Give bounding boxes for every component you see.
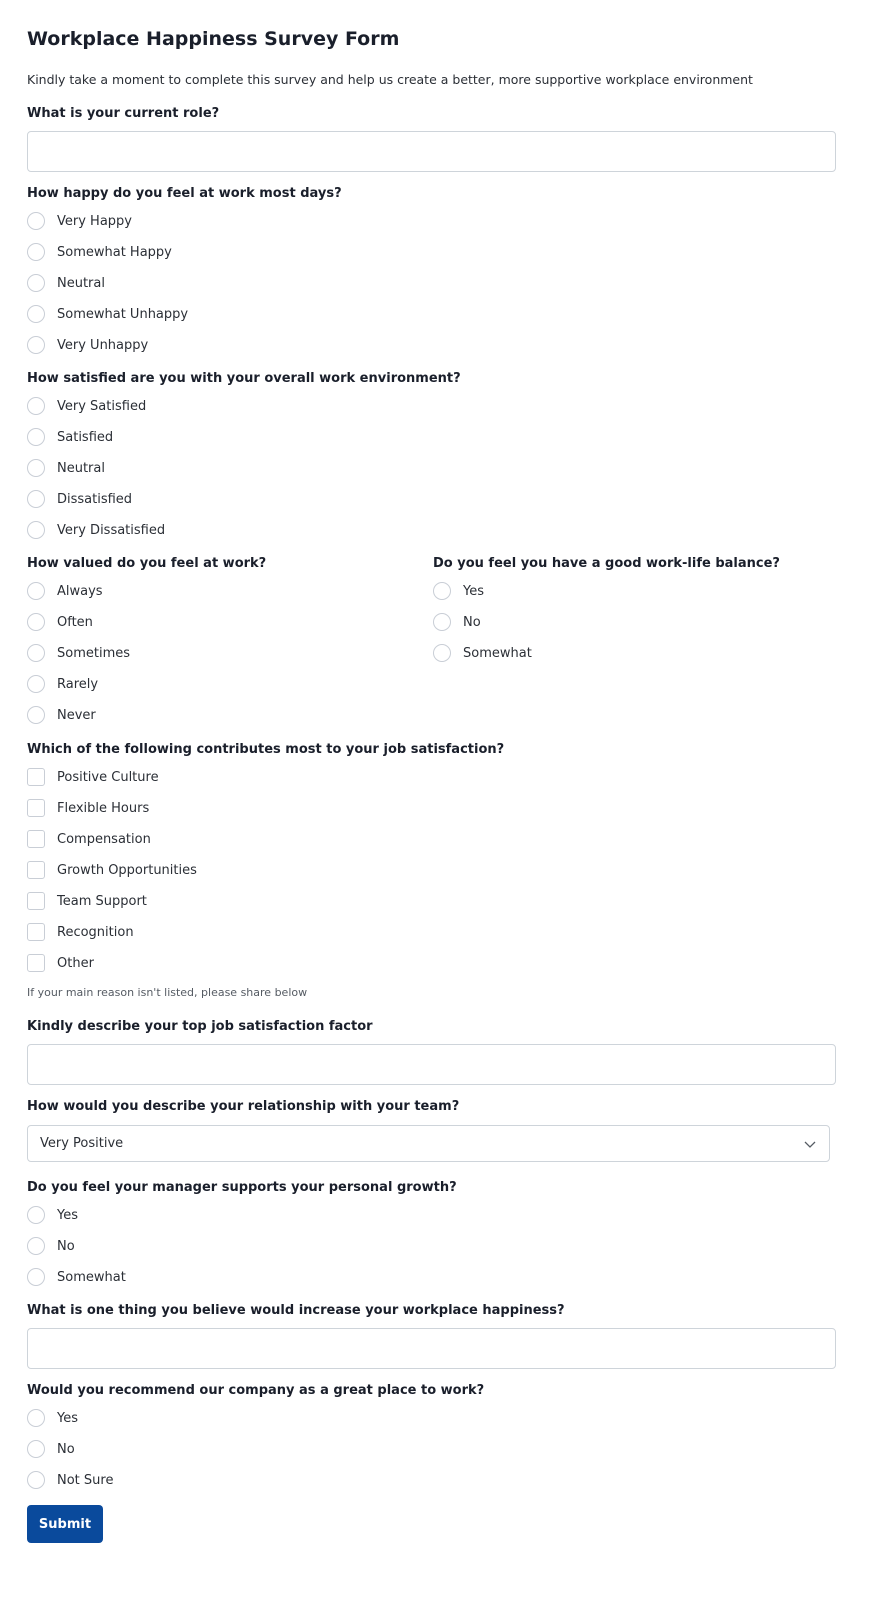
radio-option-label: Yes bbox=[57, 1410, 78, 1426]
radio-option-somewhat[interactable] bbox=[27, 1266, 126, 1288]
radio-option-very-satisfied[interactable] bbox=[27, 395, 146, 417]
team-relationship-select[interactable] bbox=[27, 1125, 830, 1162]
question-environment-label: How satisfied are you with your overall work environment? bbox=[27, 371, 461, 386]
radio-option-sometimes[interactable] bbox=[27, 642, 130, 664]
radio-button[interactable] bbox=[27, 243, 45, 261]
radio-option-label: No bbox=[463, 614, 481, 630]
checkbox-option-label: Team Support bbox=[57, 893, 147, 909]
checkbox-option-label: Recognition bbox=[57, 924, 134, 940]
radio-option-yes[interactable] bbox=[27, 1204, 78, 1226]
chevron-down-icon bbox=[803, 1137, 817, 1151]
radio-option-label: Very Dissatisfied bbox=[57, 522, 166, 538]
radio-option-never[interactable] bbox=[27, 704, 96, 726]
checkbox[interactable] bbox=[27, 892, 45, 910]
checkbox-option-label: Other bbox=[57, 955, 94, 971]
contributes-hint: If your main reason isn't listed, please share below bbox=[27, 986, 308, 999]
radio-button[interactable] bbox=[433, 582, 451, 600]
checkbox-option-label: Flexible Hours bbox=[57, 800, 150, 816]
checkbox[interactable] bbox=[27, 799, 45, 817]
radio-option-label: Yes bbox=[57, 1207, 78, 1223]
radio-button[interactable] bbox=[27, 274, 45, 292]
question-team-label: How would you describe your relationship with your team? bbox=[27, 1099, 460, 1114]
radio-button[interactable] bbox=[27, 1409, 45, 1427]
radio-option-not-sure[interactable] bbox=[27, 1469, 113, 1491]
question-balance-label: Do you feel you have a good work-life balance? bbox=[433, 556, 780, 571]
checkbox-option-recognition[interactable] bbox=[27, 921, 134, 943]
radio-option-yes[interactable] bbox=[433, 580, 484, 602]
radio-option-label: Sometimes bbox=[57, 645, 131, 661]
radio-option-neutral[interactable] bbox=[27, 457, 105, 479]
checkbox-option-other[interactable] bbox=[27, 952, 94, 974]
radio-option-very-dissatisfied[interactable] bbox=[27, 519, 165, 541]
checkbox[interactable] bbox=[27, 830, 45, 848]
radio-option-label: Somewhat bbox=[463, 645, 532, 661]
radio-button[interactable] bbox=[27, 613, 45, 631]
checkbox-option-flexible-hours[interactable] bbox=[27, 797, 149, 819]
radio-option-label: Neutral bbox=[57, 460, 105, 476]
radio-button[interactable] bbox=[27, 1471, 45, 1489]
radio-option-label: Never bbox=[57, 707, 96, 723]
radio-option-neutral[interactable] bbox=[27, 272, 105, 294]
form-subtitle: Kindly take a moment to complete this survey and help us create a better, more supportive workplace environment bbox=[27, 72, 753, 87]
question-valued-label: How valued do you feel at work? bbox=[27, 556, 267, 571]
radio-option-very-unhappy[interactable] bbox=[27, 334, 148, 356]
question-manager-label: Do you feel your manager supports your personal growth? bbox=[27, 1180, 457, 1195]
radio-option-somewhat[interactable] bbox=[433, 642, 532, 664]
radio-option-label: Very Happy bbox=[57, 213, 132, 229]
checkbox-option-label: Growth Opportunities bbox=[57, 862, 197, 878]
radio-option-rarely[interactable] bbox=[27, 673, 98, 695]
checkbox-option-growth-opportunities[interactable] bbox=[27, 859, 197, 881]
select-value: Very Positive bbox=[40, 1136, 124, 1151]
form-title: Workplace Happiness Survey Form bbox=[27, 28, 400, 50]
question-increase-label: What is one thing you believe would increase your workplace happiness? bbox=[27, 1303, 565, 1318]
checkbox[interactable] bbox=[27, 861, 45, 879]
radio-button[interactable] bbox=[27, 1268, 45, 1286]
question-factor-label: Kindly describe your top job satisfaction factor bbox=[27, 1019, 373, 1034]
radio-option-label: No bbox=[57, 1238, 75, 1254]
radio-option-label: Not Sure bbox=[57, 1472, 114, 1488]
checkbox-option-positive-culture[interactable] bbox=[27, 766, 159, 788]
question-happy-label: How happy do you feel at work most days? bbox=[27, 186, 342, 201]
radio-option-label: Always bbox=[57, 583, 103, 599]
checkbox[interactable] bbox=[27, 923, 45, 941]
checkbox[interactable] bbox=[27, 768, 45, 786]
radio-button[interactable] bbox=[27, 428, 45, 446]
radio-option-label: Very Satisfied bbox=[57, 398, 147, 414]
radio-button[interactable] bbox=[27, 397, 45, 415]
checkbox-option-label: Positive Culture bbox=[57, 769, 159, 785]
radio-button[interactable] bbox=[27, 582, 45, 600]
question-recommend-label: Would you recommend our company as a great place to work? bbox=[27, 1383, 485, 1398]
radio-option-label: Yes bbox=[463, 583, 484, 599]
radio-option-label: Rarely bbox=[57, 676, 99, 692]
radio-option-label: Very Unhappy bbox=[57, 337, 149, 353]
radio-option-no[interactable] bbox=[27, 1438, 75, 1460]
checkbox-option-label: Compensation bbox=[57, 831, 151, 847]
checkbox-option-compensation[interactable] bbox=[27, 828, 151, 850]
radio-button[interactable] bbox=[27, 675, 45, 693]
radio-option-no[interactable] bbox=[27, 1235, 75, 1257]
radio-option-label: Satisfied bbox=[57, 429, 114, 445]
radio-option-yes[interactable] bbox=[27, 1407, 78, 1429]
radio-option-dissatisfied[interactable] bbox=[27, 488, 132, 510]
question-contributes-label: Which of the following contributes most to your job satisfaction? bbox=[27, 742, 505, 757]
radio-option-label: Dissatisfied bbox=[57, 491, 133, 507]
role-input[interactable] bbox=[27, 131, 836, 172]
radio-button[interactable] bbox=[27, 644, 45, 662]
radio-button[interactable] bbox=[27, 305, 45, 323]
radio-button[interactable] bbox=[27, 706, 45, 724]
radio-button[interactable] bbox=[27, 1237, 45, 1255]
radio-option-label: Often bbox=[57, 614, 93, 630]
radio-button[interactable] bbox=[433, 613, 451, 631]
increase-input[interactable] bbox=[27, 1328, 836, 1369]
radio-option-label: Somewhat Happy bbox=[57, 244, 172, 260]
radio-option-somewhat-unhappy[interactable] bbox=[27, 303, 188, 325]
radio-button[interactable] bbox=[27, 336, 45, 354]
radio-option-label: Somewhat bbox=[57, 1269, 126, 1285]
submit-button[interactable]: Submit bbox=[27, 1505, 103, 1543]
radio-option-always[interactable] bbox=[27, 580, 103, 602]
radio-option-often[interactable] bbox=[27, 611, 93, 633]
radio-option-label: Neutral bbox=[57, 275, 105, 291]
radio-button[interactable] bbox=[27, 490, 45, 508]
radio-button[interactable] bbox=[27, 212, 45, 230]
factor-input[interactable] bbox=[27, 1044, 836, 1085]
question-role-label: What is your current role? bbox=[27, 106, 220, 121]
radio-option-very-happy[interactable] bbox=[27, 210, 132, 232]
radio-button[interactable] bbox=[27, 459, 45, 477]
radio-button[interactable] bbox=[27, 1206, 45, 1224]
checkbox[interactable] bbox=[27, 954, 45, 972]
radio-button[interactable] bbox=[27, 521, 45, 539]
radio-option-label: Somewhat Unhappy bbox=[57, 306, 189, 322]
radio-option-label: No bbox=[57, 1441, 75, 1457]
checkbox-option-team-support[interactable] bbox=[27, 890, 147, 912]
radio-option-no[interactable] bbox=[433, 611, 481, 633]
radio-button[interactable] bbox=[433, 644, 451, 662]
radio-option-somewhat-happy[interactable] bbox=[27, 241, 172, 263]
radio-option-satisfied[interactable] bbox=[27, 426, 113, 448]
radio-button[interactable] bbox=[27, 1440, 45, 1458]
